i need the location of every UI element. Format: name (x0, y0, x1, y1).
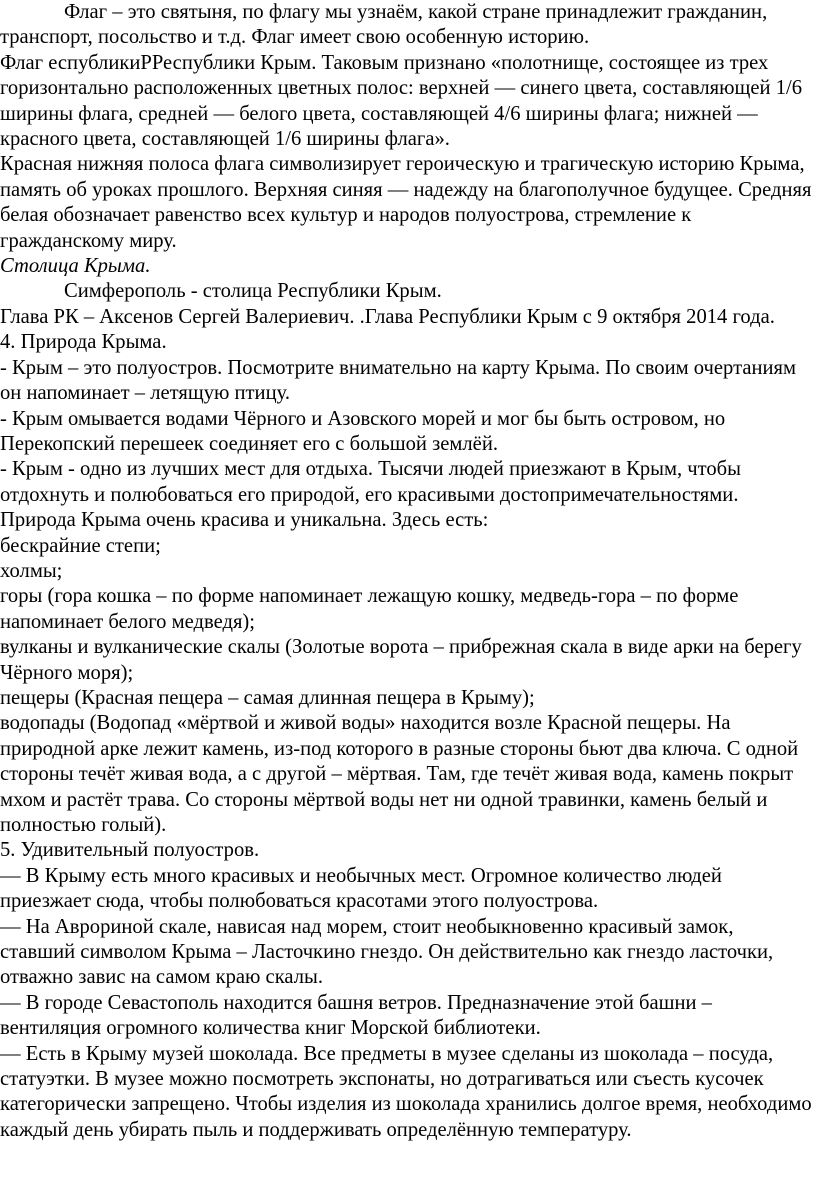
list-item-swallows-nest: — На Авроринοй скале, нависая над морем, стоит необыкновенно красивый замок, ставший символом Крыма – Ласточкино гнездо. Он действительно как гнездо ласточки, отважно завис на самом краю скалы. (0, 915, 774, 989)
heading-nature: 4. Природа Крыма. (0, 331, 167, 354)
paragraph-head-of-republic: Глава РК – Аксенов Сергей Валериевич. .Глава Республики Крым с 9 октября 2014 года. (0, 305, 775, 328)
list-item-volcanoes: вулканы и вулканические скалы (Золотые ворота – прибрежная скала в виде арки на берегу Чёрного моря); (0, 636, 802, 684)
list-item-chocolate-museum: — Есть в Крыму музей шоколада. Все предметы в музее сделаны из шоколада – посуда, статуэтки. В музее можно посмотреть экспонаты, но дотрагиваться или съесть кусочек категорически запрещено. Чтобы изделия из шоколада хранились долгое время, необходимо каждый день убирать пыль и поддерживать определённую температуру. (0, 1042, 812, 1141)
heading-amazing-peninsula: 5. Удивительный полуостров. (0, 839, 260, 862)
list-item-seas: - Крым омывается водами Чёрного и Азовского морей и мог бы быть островом, но Перекопский перешеек соединяет его с большой землёй. (0, 407, 726, 455)
paragraph-flag-symbolism: Красная нижняя полоса флага символизирует героическую и трагическую историю Крыма, память об уроках прошлого. Верхняя синяя — надежду на благополучное будущее. Средняя белая обозначает равенство всех культур и народов полуострова, стремление к гражданскому миру. (0, 153, 812, 252)
list-item-peninsula: - Крым – это полуостров. Посмотрите внимательно на карту Крыма. По своим очертаниям он напоминает – летящую птицу. (0, 356, 797, 405)
list-item-tower-of-winds: — В городе Севастополь находится башня ветров. Предназначение этой башни – вентиляция огромного количества книг Морской библиотеки. (0, 991, 712, 1040)
list-item-recreation: - Крым - одно из лучших мест для отдыха. Тысячи людей приезжают в Крым, чтобы отдохнуть и полюбоваться его природой, его красивыми достопримечательностями. (0, 458, 741, 506)
paragraph-flag-intro: Флаг – это святыня, по флагу мы узнаём, какой стране принадлежит гражданин, транспорт, посольство и т.д. Флаг имеет свою особенную историю. (0, 1, 768, 49)
list-item-mountains: горы (гора кошка – по форме напоминает лежащую кошку, медведь-гора – по форме напоминает белого медведя); (0, 585, 739, 633)
list-item-waterfalls: водопады (Водопад «мёртвой и живой воды» находится возле Красной пещеры. На природной арке лежит камень, из-под которого в разные стороны бьют два ключа. С одной стороны течёт живая вода, а с другой – мёртвая. Там, где течёт живая вода, камень покрыт мхом и растёт трава. Со стороны мёртвой воды нет ни одной травинки, камень белый и полностью голый). (0, 712, 799, 836)
list-item-hills: холмы; (0, 559, 63, 582)
list-item-beautiful-places: — В Крыму есть много красивых и необычных мест. Огромное количество людей приезжает сюда, чтобы полюбоваться красотами этого полуострова. (0, 864, 722, 913)
paragraph-nature-intro: Природа Крыма очень красива и уникальна. Здесь есть: (0, 509, 489, 532)
list-item-steppes: бескрайние степи; (0, 534, 161, 557)
paragraph-capital: Симферополь - столица Республики Крым. (64, 280, 442, 303)
list-item-caves: пещеры (Красная пещера – самая длинная пещера в Крыму); (0, 686, 535, 709)
paragraph-flag-description: Флаг еспубликиРРеспублики Крым. Таковым признано «полотнище, состоящее из трех горизонтально расположенных цветных полос: верхней — синего цвета, составляющей 1/6 ширины флага, средней — белого цвета, составляющей 4/6 ширины флага; нижней — красного цвета, составляющей 1/6 ширины флага». (0, 51, 803, 151)
heading-capital: Столица Крыма. (0, 255, 151, 278)
